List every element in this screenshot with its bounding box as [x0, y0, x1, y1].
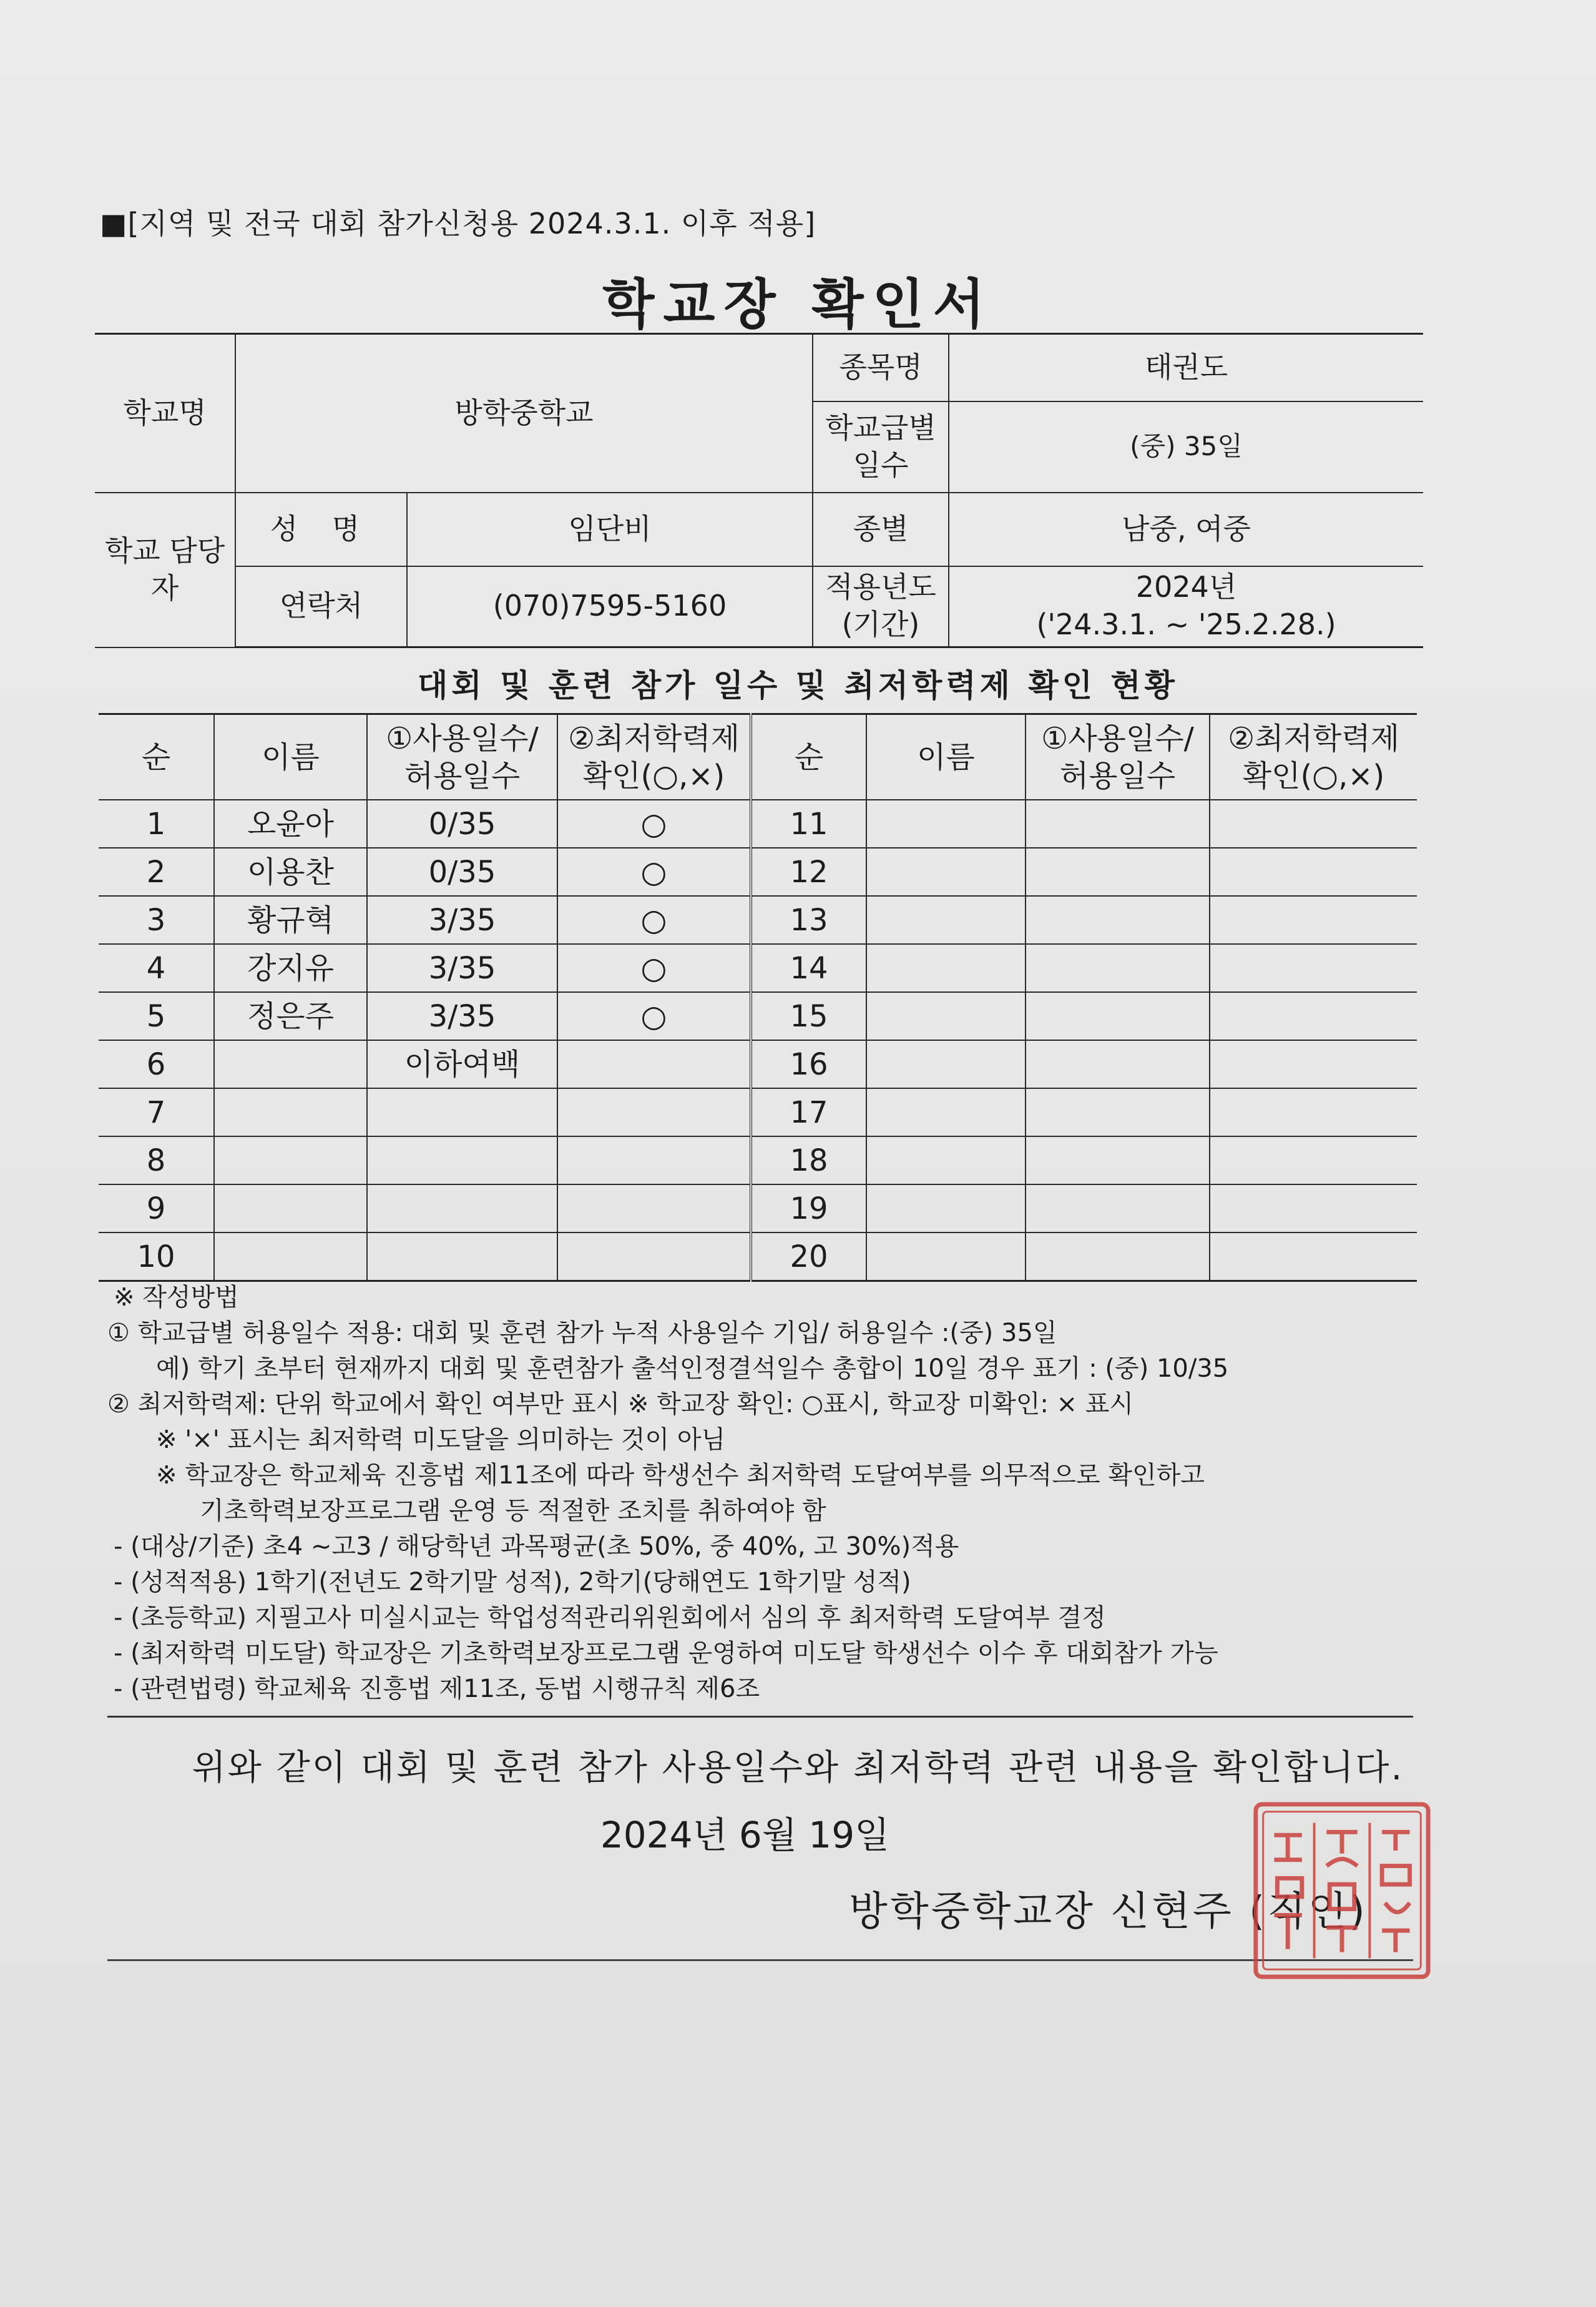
academic-check: ○	[557, 896, 751, 944]
academic-check	[1210, 848, 1417, 896]
gender-value: 남중, 여중	[949, 493, 1423, 566]
header-name: 이름	[866, 714, 1026, 800]
form-usage-note: ■[지역 및 전국 대회 참가신청용 2024.3.1. 이후 적용]	[100, 207, 816, 240]
student-name	[214, 1040, 367, 1088]
table-row	[99, 1040, 1417, 1088]
used-days	[1026, 944, 1210, 992]
year-period: ('24.3.1. ~ '25.2.28.)	[1036, 607, 1336, 642]
used-days	[1026, 1136, 1210, 1184]
header-check: ②최저학력제 확인(○,×)	[557, 714, 751, 800]
student-name	[214, 1088, 367, 1136]
row-number: 1	[99, 800, 214, 848]
row-number: 12	[751, 848, 866, 896]
used-days: 3/35	[367, 992, 557, 1040]
academic-check	[557, 1232, 751, 1281]
academic-check	[1210, 896, 1417, 944]
used-days: 3/35	[367, 944, 557, 992]
year-value: 2024년	[1135, 570, 1237, 604]
table-row	[99, 1136, 1417, 1184]
days-value: (중) 35일	[949, 401, 1423, 493]
row-number: 9	[99, 1184, 214, 1232]
table-row	[99, 896, 1417, 944]
table-row	[99, 944, 1417, 992]
gender-label: 종별	[813, 493, 949, 566]
school-name-label: 학교명	[95, 334, 235, 493]
academic-check	[557, 1088, 751, 1136]
row-number: 2	[99, 848, 214, 896]
header-no: 순	[99, 714, 214, 800]
used-days	[1026, 1088, 1210, 1136]
note-line: ※ '×' 표시는 최저학력 미도달을 의미하는 것이 아님	[156, 1425, 726, 1454]
used-days	[367, 1088, 557, 1136]
row-number: 3	[99, 896, 214, 944]
year-label: 적용년도 (기간)	[813, 566, 949, 647]
sport-value: 태권도	[949, 334, 1423, 401]
student-name	[866, 1184, 1026, 1232]
used-days	[1026, 896, 1210, 944]
academic-check	[1210, 1040, 1417, 1088]
row-number: 5	[99, 992, 214, 1040]
student-name	[866, 848, 1026, 896]
table-row	[99, 1088, 1417, 1136]
academic-check: ○	[557, 800, 751, 848]
academic-check	[557, 1184, 751, 1232]
student-name: 황규혁	[214, 896, 367, 944]
row-number: 14	[751, 944, 866, 992]
contact-label: 연락처	[235, 566, 407, 647]
used-days	[1026, 1232, 1210, 1281]
document-title: 학교장 확인서	[602, 273, 994, 336]
academic-check	[1210, 800, 1417, 848]
staff-label: 학교 담당자	[95, 493, 235, 647]
student-name	[866, 896, 1026, 944]
student-name	[866, 1040, 1026, 1088]
school-name-value: 방학중학교	[235, 334, 813, 493]
note-line: - (성적적용) 1학기(전년도 2학기말 성적), 2학기(당해연도 1학기말 성적)	[114, 1568, 911, 1596]
used-days	[367, 1184, 557, 1232]
student-name: 오윤아	[214, 800, 367, 848]
student-name: 강지유	[214, 944, 367, 992]
instructions	[107, 1280, 1456, 1707]
row-number: 7	[99, 1088, 214, 1136]
academic-check	[1210, 1184, 1417, 1232]
row-number: 17	[751, 1088, 866, 1136]
used-days	[1026, 848, 1210, 896]
academic-check: ○	[557, 848, 751, 896]
issue-date: 2024년 6월 19일	[600, 1814, 890, 1856]
academic-check	[557, 1136, 751, 1184]
note-line: - (초등학교) 지필고사 미실시교는 학업성적관리위원회에서 심의 후 최저학력 도달여부 결정	[114, 1603, 1106, 1632]
table-row	[99, 1184, 1417, 1232]
table-row	[99, 1232, 1417, 1281]
used-days: 3/35	[367, 896, 557, 944]
school-info-table	[95, 333, 1423, 648]
note-line: 기초학력보장프로그램 운영 등 적절한 조치를 취하여야 함	[200, 1497, 826, 1525]
note-line: - (최저학력 미도달) 학교장은 기초학력보장프로그램 운영하여 미도달 학생선수 이수 후 대회참가 가능	[114, 1639, 1218, 1668]
notes-heading: ※ 작성방법	[114, 1283, 239, 1312]
divider	[107, 1716, 1413, 1718]
used-days: 0/35	[367, 848, 557, 896]
note-line: ① 학교급별 허용일수 적용: 대회 및 훈련 참가 누적 사용일수 기입/ 허용일수 :(중) 35일	[107, 1319, 1057, 1347]
roster-table	[99, 713, 1417, 1282]
sport-label: 종목명	[813, 334, 949, 401]
table-row	[99, 800, 1417, 848]
note-line: 예) 학기 초부터 현재까지 대회 및 훈련참가 출석인정결석일수 총합이 10일 경우 표기 : (중) 10/35	[156, 1354, 1229, 1383]
official-seal-icon	[1250, 1798, 1434, 1983]
student-name	[214, 1232, 367, 1281]
used-days	[1026, 992, 1210, 1040]
note-line: - (관련법령) 학교체육 진흥법 제11조, 동법 시행규칙 제6조	[114, 1675, 760, 1703]
row-number: 16	[751, 1040, 866, 1088]
academic-check	[1210, 992, 1417, 1040]
table-row	[99, 992, 1417, 1040]
academic-check	[1210, 1232, 1417, 1281]
academic-check	[557, 1040, 751, 1088]
header-name: 이름	[214, 714, 367, 800]
row-number: 4	[99, 944, 214, 992]
student-name	[866, 1136, 1026, 1184]
used-days	[367, 1136, 557, 1184]
row-number: 11	[751, 800, 866, 848]
academic-check: ○	[557, 992, 751, 1040]
row-number: 6	[99, 1040, 214, 1088]
row-number: 20	[751, 1232, 866, 1281]
row-number: 19	[751, 1184, 866, 1232]
note-line: ※ 학교장은 학교체육 진흥법 제11조에 따라 학생선수 최저학력 도달여부를 의무적으로 확인하고	[156, 1461, 1205, 1490]
confirmation-statement: 위와 같이 대회 및 훈련 참가 사용일수와 최저학력 관련 내용을 확인합니다.	[192, 1748, 1404, 1788]
note-line: ② 최저학력제: 단위 학교에서 확인 여부만 표시 ※ 학교장 확인: ○표시, 학교장 미확인: × 표시	[107, 1390, 1134, 1419]
student-name	[866, 1232, 1026, 1281]
used-days	[1026, 1040, 1210, 1088]
student-name	[866, 944, 1026, 992]
year-value-cell	[949, 566, 1423, 647]
blank-remark: 이하여백	[367, 1040, 557, 1088]
row-number: 8	[99, 1136, 214, 1184]
roster-subtitle: 대회 및 훈련 참가 일수 및 최저학력제 확인 현황	[418, 667, 1178, 704]
student-name: 정은주	[214, 992, 367, 1040]
table-row	[99, 848, 1417, 896]
used-days: 0/35	[367, 800, 557, 848]
student-name	[866, 800, 1026, 848]
academic-check: ○	[557, 944, 751, 992]
student-name	[866, 992, 1026, 1040]
header-no: 순	[751, 714, 866, 800]
divider	[107, 1959, 1413, 1961]
student-name	[866, 1088, 1026, 1136]
row-number: 10	[99, 1232, 214, 1281]
row-number: 15	[751, 992, 866, 1040]
header-days: ①사용일수/ 허용일수	[367, 714, 557, 800]
row-number: 18	[751, 1136, 866, 1184]
used-days	[367, 1232, 557, 1281]
academic-check	[1210, 944, 1417, 992]
staff-name-label: 성 명	[235, 493, 407, 566]
row-number: 13	[751, 896, 866, 944]
principal-signature: 방학중학교장 신현주 (직인)	[849, 1889, 1368, 1935]
header-days: ①사용일수/ 허용일수	[1026, 714, 1210, 800]
header-check: ②최저학력제 확인(○,×)	[1210, 714, 1417, 800]
used-days	[1026, 800, 1210, 848]
academic-check	[1210, 1136, 1417, 1184]
contact-value: (070)7595-5160	[407, 566, 813, 647]
staff-name-value: 임단비	[407, 493, 813, 566]
student-name	[214, 1136, 367, 1184]
student-name: 이용찬	[214, 848, 367, 896]
days-label: 학교급별 일수	[813, 401, 949, 493]
student-name	[214, 1184, 367, 1232]
note-line: - (대상/기준) 초4 ~고3 / 해당학년 과목평균(초 50%, 중 40%, 고 30%)적용	[114, 1532, 959, 1561]
used-days	[1026, 1184, 1210, 1232]
academic-check	[1210, 1088, 1417, 1136]
